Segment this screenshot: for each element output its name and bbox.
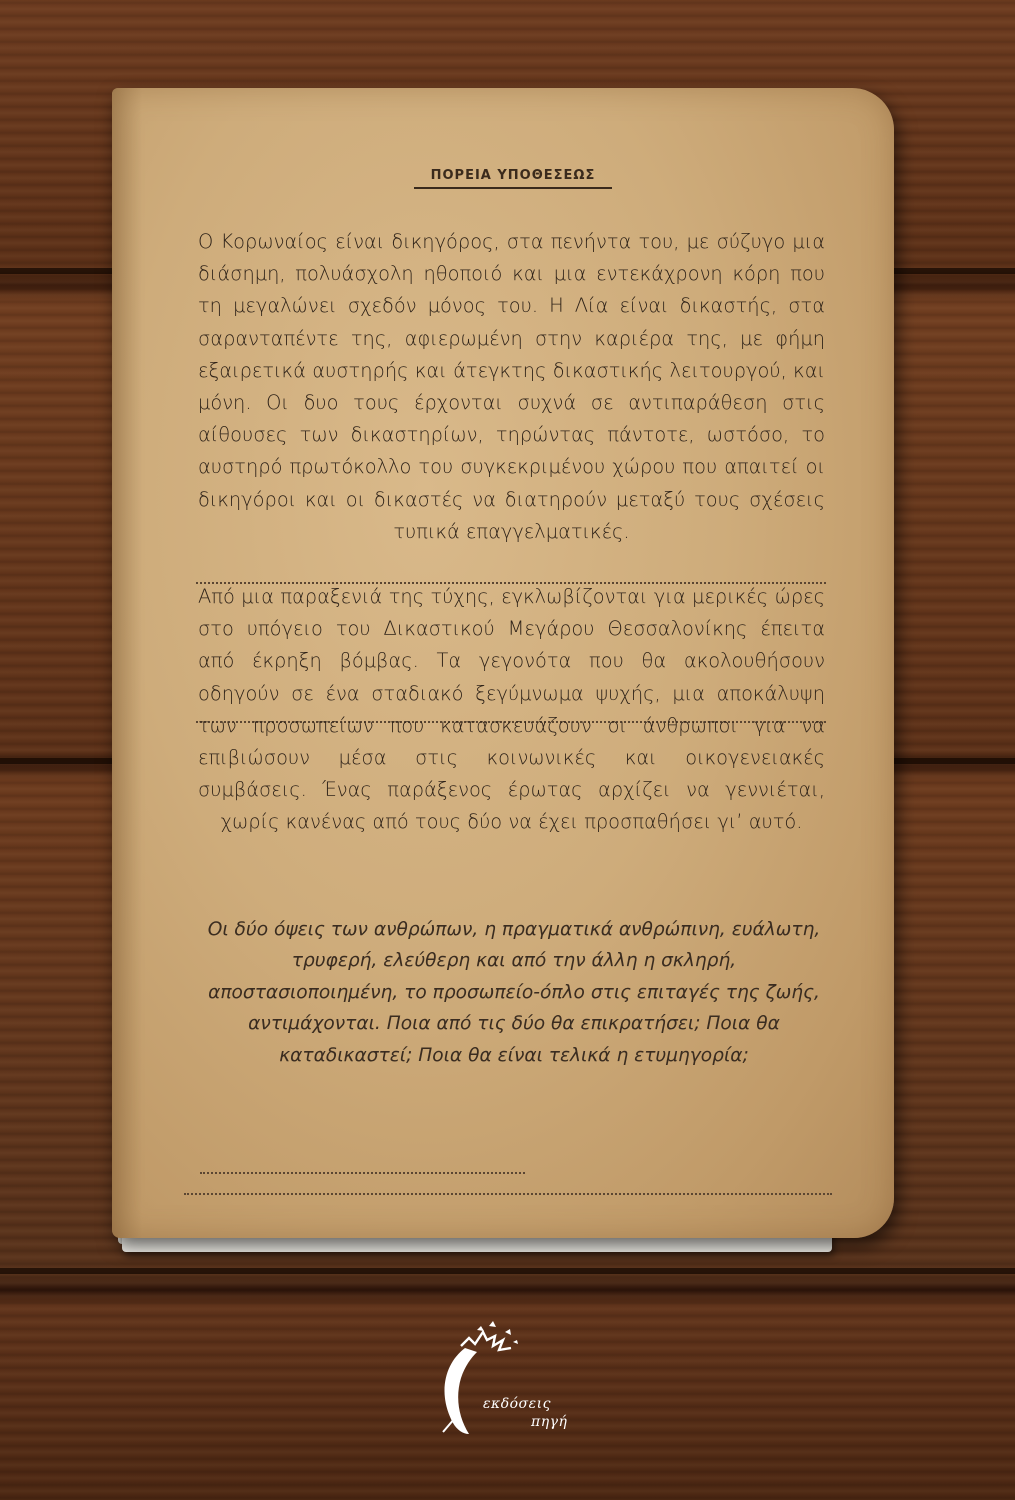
folder-header-title: ΠΟΡΕΙΑ ΥΠΟΘΕΣΕΩΣ bbox=[414, 168, 612, 189]
dotted-line bbox=[200, 1172, 525, 1174]
dotted-line bbox=[184, 1193, 832, 1195]
plank-gap bbox=[0, 1268, 1015, 1274]
synopsis-paragraph-2: Από μια παραξενιά της τύχης, εγκλωβίζονται για μερικές ώρες στο υπόγειο του Δικαστικού Μεγάρου Θεσσαλονίκης έπειτα από έκρηξη βόμβας. Τα γεγονότα που θα ακολουθήσουν οδηγούν σε ένα σταδιακό ξεγύμνωμα ψυχής, μια αποκάλυψη των προσωπείων που κατασκευάζουν οι άνθρωποι για να επιβιώσουν μέσα στις κοινωνικές και οικογενειακές συμβάσεις. Ένας παράξενος έρωτας αρχίζει να γεννιέται, χωρίς κανένας από τους δύο να έχει προσπαθήσει γι’ αυτό. bbox=[198, 585, 825, 834]
synopsis-quote: Οι δύο όψεις των ανθρώπων, η πραγματικά ανθρώπινη, ευάλωτη, τρυφερή, ελεύθερη και από την άλλη η σκληρή, αποστασιοποιημένη, το προσωπείο-όπλο στις επιταγές της ζωής, αντιμάχονται. Ποια από τις δύο θα επικρατήσει; Ποια θα καταδικαστεί; Ποια θα είναι τελικά η ετυμηγορία; bbox=[207, 919, 821, 1066]
publisher-name-line-1: εκδόσεις bbox=[483, 1396, 551, 1412]
publisher-name-line-2: πηγή bbox=[531, 1414, 568, 1430]
publisher-logo bbox=[425, 1318, 595, 1436]
synopsis-paragraph-1: Ο Κορωναίος είναι δικηγόρος, στα πενήντα του, με σύζυγο μια διάσημη, πολυάσχολη ηθοποιό και μια εντεκάχρονη κόρη που τη μεγαλώνει σχεδόν μόνος του. Η Λία είναι δικαστής, στα σαρανταπέντε της, αφιερωμένη στην καριέρα της, με φήμη εξαιρετικά αυστηρής και άτεγκτης δικαστικής λειτουργού, και μόνη. Οι δυο τους έρχονται συχνά σε αντιπαράθεση στις αίθουσες των δικαστηρίων, τηρώντας πάντοτε, ωστόσο, το αυστηρό πρωτόκολλο του συγκεκριμένου χώρου που απαιτεί οι δικηγόροι και οι δικαστές να διατηρούν μεταξύ τους σχέσεις τυπικά επαγγελματικές. bbox=[198, 230, 825, 543]
feather-bird-logo-icon bbox=[425, 1318, 595, 1436]
folder-edge bbox=[112, 88, 142, 1238]
